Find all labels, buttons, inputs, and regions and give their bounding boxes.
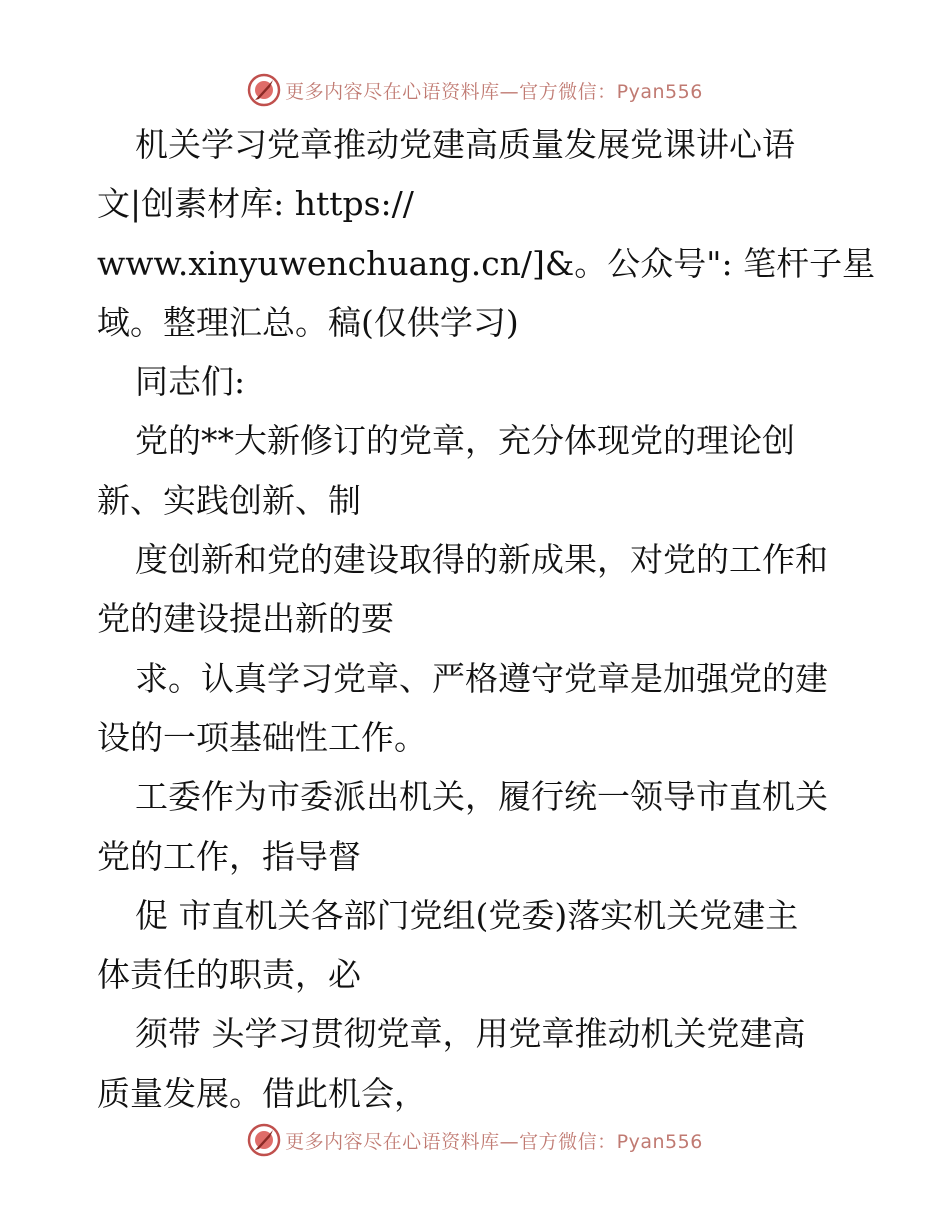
text-line: www.xinyuwenchuang.cn/]&。公众号": 笔杆子星: [97, 243, 876, 283]
text-line: 体责任的职责，必: [97, 955, 361, 995]
text-line: 党的建设提出新的要: [97, 599, 394, 639]
text-line: 党的**大新修订的党章，充分体现党的理论创: [135, 421, 795, 461]
text-line: 须带 头学习贯彻党章，用党章推动机关党建高: [135, 1014, 806, 1054]
header-watermark-banner: [0, 70, 950, 110]
text-line: 新、实践创新、制: [97, 480, 361, 520]
text-line: 党的工作，指导督: [97, 836, 361, 876]
footer-watermark-text: 更多内容尽在心语资料库—官方微信：Pyan556: [285, 1130, 703, 1153]
text-line: 促 市直机关各部门党组(党委)落实机关党建主: [135, 895, 799, 935]
text-line: 求。认真学习党章、严格遵守党章是加强党的建: [135, 658, 828, 698]
text-line: 同志们:: [135, 362, 246, 402]
text-line: 度创新和党的建设取得的新成果，对党的工作和: [135, 540, 828, 580]
quill-logo-icon: [247, 1123, 281, 1157]
text-line: 文|创素材库: https://: [97, 184, 414, 224]
header-watermark-text: 更多内容尽在心语资料库—官方微信：Pyan556: [285, 80, 703, 103]
footer-watermark-banner: [0, 1120, 950, 1160]
text-line: 质量发展。借此机会，: [97, 1073, 427, 1113]
quill-logo-icon: [247, 73, 281, 107]
text-line: 域。整理汇总。稿(仅供学习): [97, 302, 519, 342]
text-line: 机关学习党章推动党建高质量发展党课讲心语: [135, 125, 795, 164]
document-body: [97, 115, 876, 1123]
text-line: 设的一项基础性工作。: [97, 717, 427, 757]
text-line: 工委作为市委派出机关，履行统一领导市直机关: [135, 777, 828, 817]
